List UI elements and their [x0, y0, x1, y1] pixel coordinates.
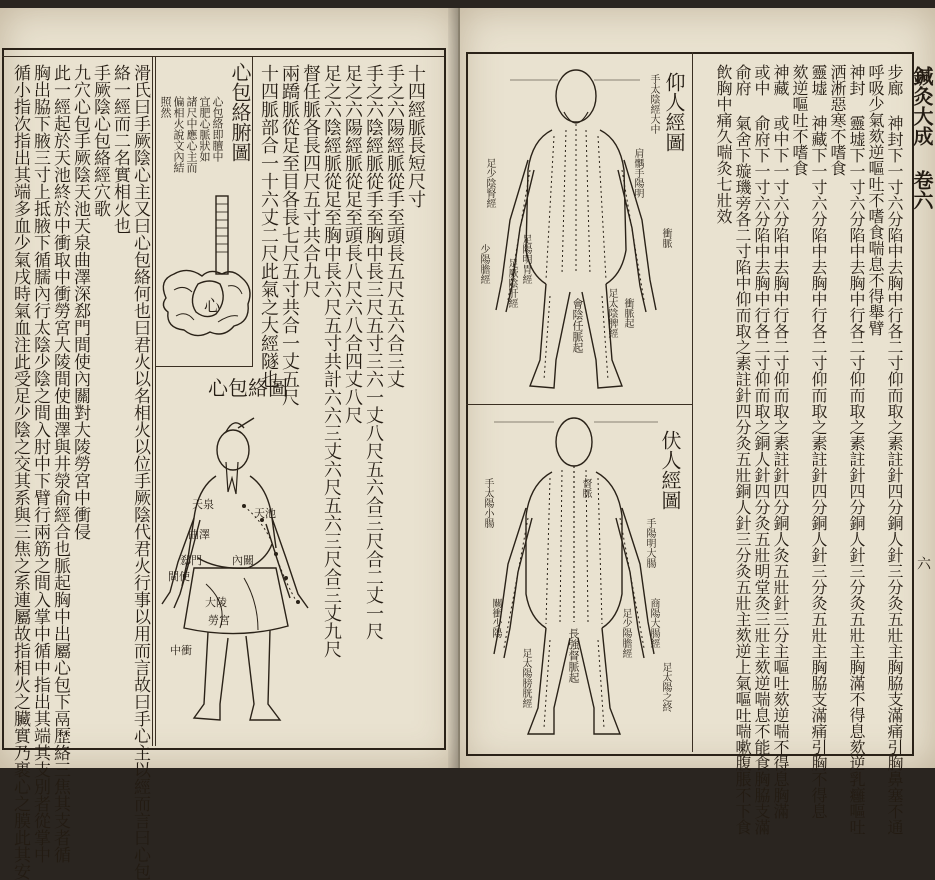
back-label-hand-left: 關衝少陽: [490, 598, 501, 638]
left-text-divider: [152, 56, 153, 746]
box-left-rule: [155, 56, 156, 366]
figures-middle-rule: [466, 404, 692, 405]
back-figure-title: 伏人經圖: [658, 430, 682, 510]
front-label-top-right: 手太陰經大中: [648, 74, 659, 134]
front-label-abdomen: 足陽明胃經: [520, 234, 531, 284]
figure-top-rule: [155, 366, 156, 746]
back-label-foot-right: 足太陽之終: [660, 662, 671, 712]
front-label-ren: 會陰任脈起: [571, 298, 584, 353]
text-shufu-2: 飲胸中痛久喘灸七壯效: [714, 64, 733, 224]
text-col-2: 絡一經而二名實相火也: [110, 64, 130, 234]
label-laogong: 勞宮: [208, 614, 230, 627]
box-note-2: 宜肥心脈狀如: [198, 96, 211, 162]
text-shenfeng-2: 洒淅惡寒不嗜食: [828, 64, 847, 176]
text-col-4: 九穴心包手厥陰天池天泉曲澤深郄門間使內關對大陵勞宮中衝侵: [70, 64, 90, 540]
front-label-chest-left: 足少陰腎經: [484, 158, 495, 208]
pericardium-viscera-caption: 心包絡腑圖: [228, 62, 252, 162]
label-daling: 大陵: [205, 596, 227, 609]
heart-illustration: [158, 188, 253, 358]
box-note-3: 諸尺中應心主而: [185, 96, 198, 173]
box-note-1: 心包絡即膻中: [211, 96, 224, 162]
text-shencang: 神藏 或中下一寸六分陷中去胸中行各二寸仰而取之素註針四分銅人灸五壯針三分主嘔吐欬逆喘不得息胸滿: [771, 64, 790, 819]
label-tianquan: 天泉: [192, 498, 214, 511]
text-lingxu-2: 欬逆嘔吐不嗜食: [790, 64, 809, 176]
label-neiguan: 內關: [232, 554, 254, 567]
lengths-line-hand-yang: 手之六陽經脈從手至頭長五尺五六合三丈: [384, 64, 405, 388]
back-label-hand-right: 商陽大腸經: [648, 598, 659, 648]
lengths-line-foot-yang: 足之六陽經脈從足至頭長八尺六八合四丈八尺: [342, 64, 363, 424]
figures-divider: [692, 52, 693, 752]
front-label-chest-right: 肩髃手陽明: [632, 148, 643, 198]
pericardium-figure-title: 心包絡圖: [208, 376, 288, 400]
box-note-4: 偏相火說文內結: [172, 96, 185, 173]
back-label-spine: 督脈: [580, 478, 591, 498]
front-label-arm-right: 衝脈: [660, 228, 671, 248]
label-quze: 曲澤: [188, 528, 210, 541]
label-ximen: 郄門: [180, 554, 202, 567]
heart-label: 心: [204, 296, 221, 315]
front-label-thigh-left: 少陽膽經: [478, 244, 489, 284]
box-bottom-rule: [155, 366, 253, 367]
lengths-line-foot-yin: 足之六陰經脈從足至胸中長六尺五寸共計六六三丈六尺五六三尺合三丈九尺: [321, 64, 342, 658]
lengths-line-total: 十四脈部合一十六丈二尺此氣之大經隧也: [258, 64, 279, 388]
text-col-7: 循小指次指出其端多血少氣戌時氣血注此受足少陰之交其系與三焦之系連屬故指相火之臟實乃裹心之膜此其安: [10, 64, 30, 880]
text-col-1: 滑氏曰手厥陰心主又曰心包絡何也曰君火以名相火以位手厥陰代君火行事以用而言故曰手心主以經而言曰心包: [130, 64, 150, 880]
right-page: [460, 8, 935, 835]
front-label-knee-right: 衝脈起: [622, 298, 633, 328]
left-page-inner-rule: [2, 56, 444, 57]
back-label-right-arm: 手陽明大腸: [644, 518, 655, 568]
label-tianchi: 天池: [254, 507, 276, 520]
back-label-leg-right: 足少陽膽經: [620, 608, 631, 658]
front-figure-title: 仰人經圖: [662, 72, 686, 152]
text-col-5: 此一經起於天池終於中衝取中衝勞宮大陵間使曲澤與井滎俞經合也脈起胸中出屬心包下鬲歷絡三焦其支者循: [50, 64, 70, 863]
back-label-changqiang: 長強督脈起: [567, 628, 580, 683]
lengths-line-du-ren: 督任脈各長四尺五寸共合九尺: [300, 64, 321, 298]
text-col-6: 胸出脇下腋三寸上抵腋下循臑內行太陰少陰之間入肘中下臂行兩筋之間入掌中循中指出其端其支別者從掌中: [30, 64, 50, 863]
front-label-leg-right: 足太陰脾經: [606, 288, 617, 338]
front-label-leg-left: 足厥陰肝經: [506, 258, 517, 308]
text-shenfeng: 神封 靈墟下一寸六分陷中去胸中行各二寸仰而取之素註針四分銅人針三分灸五壯主胸滿不得息欬逆乳癰嘔吐: [847, 64, 866, 835]
text-bulang-2: 呼吸少氣欬逆嘔吐不嗜食喘息不得舉臂: [866, 64, 885, 336]
book-header: 鍼灸大成 卷六: [910, 66, 934, 210]
label-zhongchong: 中衝: [170, 644, 192, 657]
text-lingxu: 靈墟 神藏下一寸六分陷中去胸中行各二寸仰而取之素註針四分銅人針三分灸五壯主胸脇支滿痛引胸不得息: [809, 64, 828, 819]
left-page: [0, 8, 460, 880]
back-label-left-arm: 手太陽小腸: [482, 478, 493, 528]
label-jianshi: 間使: [168, 570, 190, 583]
text-yuzhong: 或中 俞府下一寸六分陷中去胸中行各二寸仰而取之銅人針四分灸五壯明堂灸三壯主欬逆喘息不能食胸脇支滿: [752, 64, 771, 835]
text-shufu: 俞府 氣舍下璇璣旁各二寸陷中仰而取之素註針四分灸五壯銅人針三分灸五壯主欬逆上氣嘔吐喘嗽腹脹不下食: [733, 64, 752, 835]
text-col-3: 手厥陰心包絡經穴歌: [90, 64, 110, 217]
text-bulang: 步廊 神封下一寸六分陷中去胸中行各二寸仰而取之素註針四分銅人針三分灸五壯主胸脇支滿痛引胸鼻塞不通: [885, 64, 904, 835]
lengths-line-hand-yin: 手之六陰經脈從手至胸中長三尺五寸三六一丈八尺五六合三尺合二丈一尺: [363, 64, 384, 640]
lengths-title: 十四經脈長短尺寸: [405, 64, 426, 208]
lengths-line-qiao: 兩蹻脈從足至目各長七尺五寸共合一丈五尺: [279, 64, 300, 406]
box-note-5: 照然: [159, 96, 172, 118]
right-page-number: 六: [915, 556, 931, 570]
back-label-leg-left: 足太陽膀胱經: [520, 648, 531, 708]
